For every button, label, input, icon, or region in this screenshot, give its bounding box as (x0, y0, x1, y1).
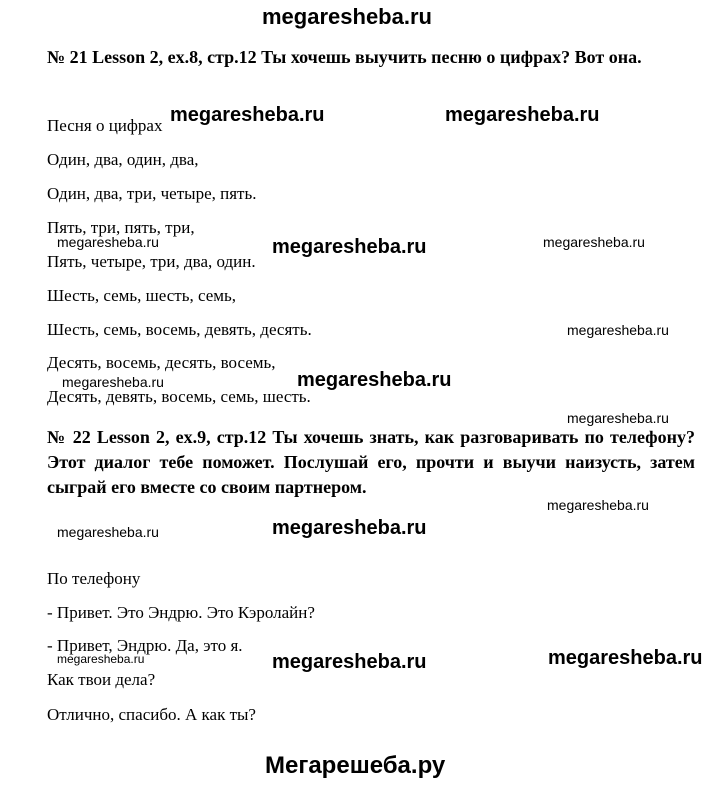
song-title: Песня о цифрах (47, 116, 163, 135)
dialogue-line: - Привет, Эндрю. Да, это я. (47, 636, 243, 655)
watermark: megaresheba.ru (567, 322, 669, 338)
header-watermark: megaresheba.ru (262, 4, 432, 29)
watermark: megaresheba.ru (547, 497, 649, 513)
song-line: Шесть, семь, шесть, семь, (47, 286, 237, 305)
song-line: Один, два, один, два, (47, 150, 199, 169)
dialogue-line: Отлично, спасибо. А как ты? (47, 705, 256, 724)
watermark: megaresheba.ru (543, 234, 645, 250)
watermark: megaresheba.ru (272, 651, 427, 673)
watermark: megaresheba.ru (272, 517, 427, 539)
song-line: Шесть, семь, восемь, девять, десять. (47, 320, 312, 339)
watermark: megaresheba.ru (57, 652, 145, 666)
dialogue-line: - Привет. Это Эндрю. Это Кэролайн? (47, 603, 315, 622)
watermark: megaresheba.ru (62, 374, 164, 390)
watermark: megaresheba.ru (57, 234, 159, 250)
task-22-heading: № 22 Lesson 2, ex.9, стр.12 Ты хочешь знать, как разговаривать по телефону? Этот диалог тебе поможет. Послушай его, прочти и выучи наизусть, затем сыграй его вместе со своим партнером. (47, 427, 695, 497)
watermark: megaresheba.ru (170, 104, 325, 126)
footer-watermark: Мегарешеба.ру (265, 752, 446, 779)
song-line: Пять, четыре, три, два, один. (47, 252, 256, 271)
watermark: megaresheba.ru (272, 236, 427, 258)
song-line: Один, два, три, четыре, пять. (47, 184, 257, 203)
watermark: megaresheba.ru (297, 369, 452, 391)
dialogue-line: Как твои дела? (47, 670, 156, 689)
song-line: Десять, девять, восемь, семь, шесть. (47, 387, 311, 406)
watermark: megaresheba.ru (548, 647, 703, 669)
watermark: megaresheba.ru (567, 410, 669, 426)
watermark: megaresheba.ru (57, 524, 159, 540)
song-line: Десять, восемь, десять, восемь, (47, 353, 276, 372)
dialogue-title: По телефону (47, 569, 141, 588)
task-21-heading: № 21 Lesson 2, ex.8, стр.12 Ты хочешь выучить песню о цифрах? Вот она. (47, 47, 642, 67)
watermark: megaresheba.ru (445, 104, 600, 126)
song-line: Пять, три, пять, три, (47, 218, 195, 237)
